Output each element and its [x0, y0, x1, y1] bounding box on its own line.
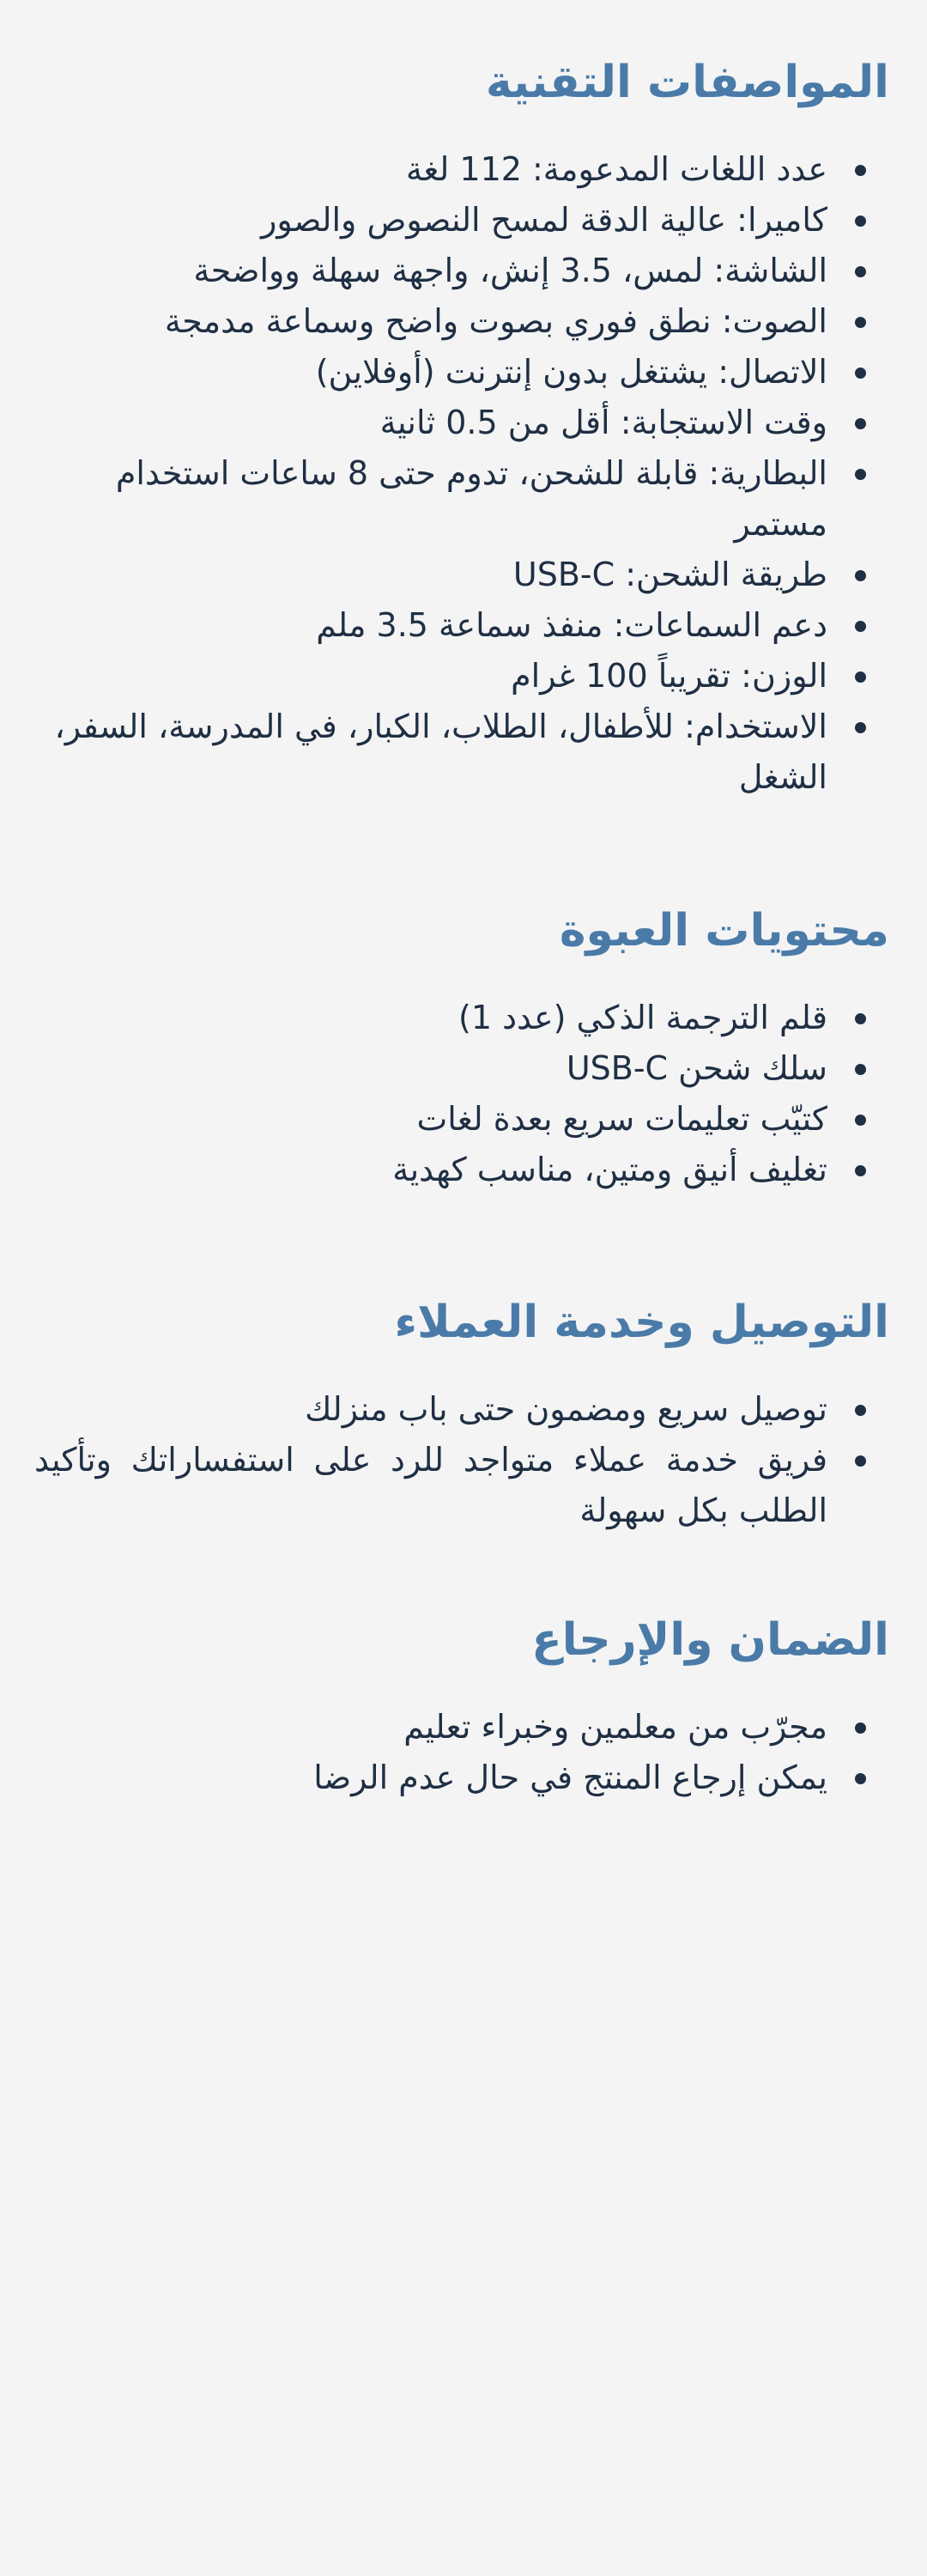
spec-camera: كاميرا: عالية الدقة لمسح النصوص والصور [34, 195, 827, 246]
spec-supported-languages: عدد اللغات المدعومة: 112 لغة [34, 144, 827, 195]
return-policy-info: يمكن إرجاع المنتج في حال عدم الرضا [34, 1753, 827, 1803]
customer-service-info: فريق خدمة عملاء متواجد للرد على استفساراتك وتأكيد الطلب بكل سهولة [34, 1435, 827, 1536]
spec-battery: البطارية: قابلة للشحن، تدوم حتى 8 ساعات استخدام مستمر [34, 448, 827, 550]
technical-specifications-list [34, 144, 889, 803]
tested-by-experts-info: مجرّب من معلمين وخبراء تعليم [34, 1702, 827, 1753]
warranty-returns-heading: الضمان والإرجاع [531, 1614, 889, 1666]
spec-response-time: وقت الاستجابة: أقل من 0.5 ثانية [34, 398, 827, 448]
technical-specifications-section [34, 48, 889, 896]
spec-audio: الصوت: نطق فوري بصوت واضح وسماعة مدمجة [34, 296, 827, 347]
technical-specifications-heading: المواصفات التقنية [485, 57, 889, 108]
package-item-charging-cable: سلك شحن USB-C [34, 1043, 827, 1094]
package-item-translation-pen: قلم الترجمة الذكي (عدد 1) [34, 993, 827, 1043]
package-contents-list [34, 993, 889, 1195]
package-contents-heading: محتويات العبوة [559, 905, 889, 957]
spec-weight: الوزن: تقريباً 100 غرام [34, 651, 827, 702]
package-item-gift-packaging: تغليف أنيق ومتين، مناسب كهدية [34, 1145, 827, 1195]
spec-usage: الاستخدام: للأطفال، الطلاب، الكبار، في المدرسة، السفر، الشغل [34, 702, 827, 803]
delivery-customer-service-heading: التوصيل وخدمة العملاء [394, 1297, 889, 1348]
package-item-quick-guide: كتيّب تعليمات سريع بعدة لغات [34, 1094, 827, 1145]
spec-screen: الشاشة: لمس، 3.5 إنش، واجهة سهلة وواضحة [34, 246, 827, 296]
spec-charging-method: طريقة الشحن: USB-C [34, 550, 827, 600]
delivery-info: توصيل سريع ومضمون حتى باب منزلك [34, 1384, 827, 1435]
warranty-returns-list [34, 1702, 889, 1803]
delivery-customer-service-section [34, 1288, 889, 1606]
spec-connectivity: الاتصال: يشتغل بدون إنترنت (أوفلاين) [34, 347, 827, 398]
spec-headphone-support: دعم السماعات: منفذ سماعة 3.5 ملم [34, 600, 827, 651]
package-contents-section [34, 896, 889, 1288]
delivery-customer-service-list [34, 1384, 889, 1536]
warranty-returns-section [34, 1606, 889, 1829]
